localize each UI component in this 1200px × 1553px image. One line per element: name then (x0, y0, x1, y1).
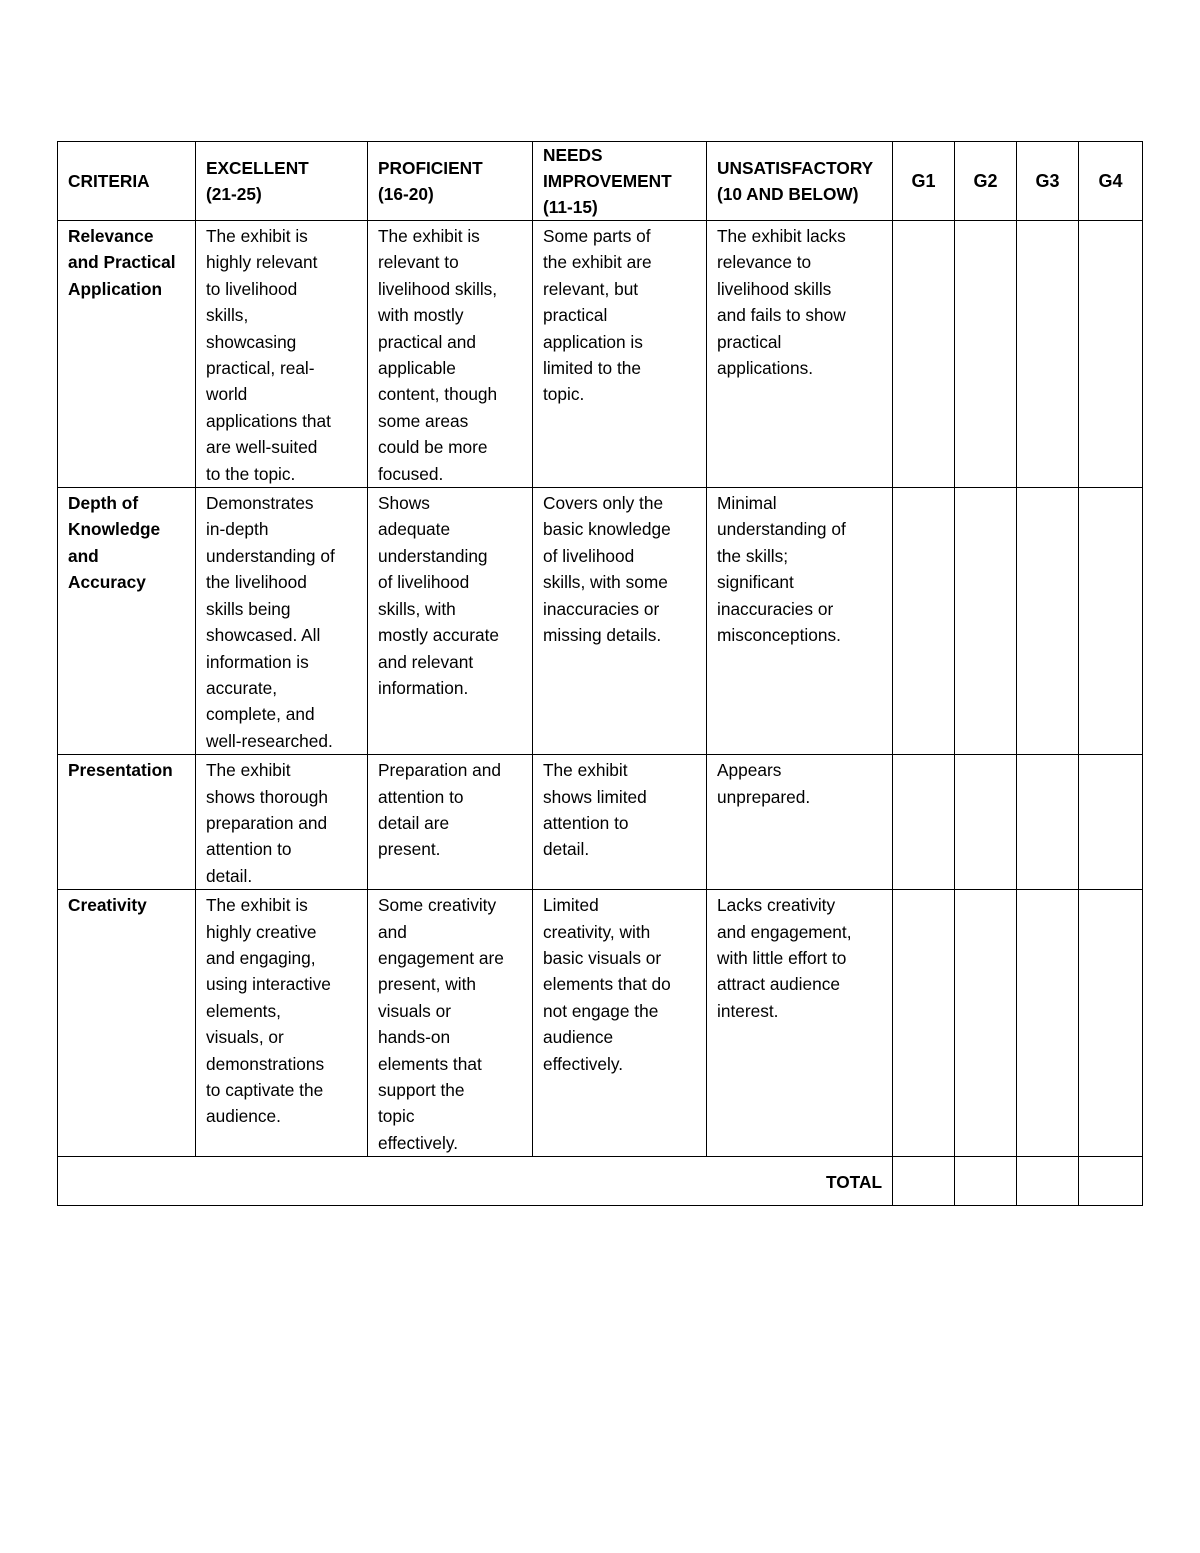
g2-score-cell[interactable] (955, 488, 1017, 755)
text-line: attract audience (717, 974, 840, 995)
text-line: Knowledge (68, 519, 161, 540)
text-line: hands-on (378, 1027, 451, 1048)
g1-score-cell[interactable] (893, 221, 955, 488)
text-line: Lacks creativity (717, 895, 836, 916)
text-line: visuals or (378, 1000, 451, 1021)
g2-score-cell[interactable] (955, 890, 1017, 1157)
text-line: livelihood skills, (378, 278, 498, 299)
text-line: inaccuracies or (543, 598, 660, 619)
header-unsatisfactory (707, 142, 893, 221)
text-line: topic (378, 1106, 415, 1127)
text-line: applications. (717, 358, 814, 379)
text-line: misconceptions. (717, 625, 841, 646)
text-line: of livelihood (378, 572, 470, 593)
text-line: missing details. (543, 625, 662, 646)
text-line: Presentation (68, 760, 173, 781)
text-line: some areas (378, 410, 469, 431)
header-g1: G1 (893, 142, 955, 221)
text-line: and engagement, (717, 921, 852, 942)
text-line: and relevant (378, 651, 474, 672)
text-line: understanding (378, 545, 488, 566)
criteria-label (58, 221, 196, 488)
g4-score-cell[interactable] (1079, 890, 1143, 1157)
text-line: Accuracy (68, 572, 146, 593)
text-line: Creativity (68, 895, 147, 916)
header-g2: G2 (955, 142, 1017, 221)
header-criteria: CRITERIA (58, 142, 196, 221)
text-line: mostly accurate (378, 625, 500, 646)
text-line: interest. (717, 1000, 779, 1021)
text-line: attention to (543, 812, 629, 833)
text-line: (11-15) (543, 197, 598, 217)
text-line: attention to (206, 839, 292, 860)
text-line: to livelihood (206, 278, 298, 299)
text-line: effectively. (378, 1132, 459, 1153)
text-line: practical, real- (206, 358, 315, 379)
text-line: not engage the (543, 1000, 659, 1021)
text-line: to captivate the (206, 1080, 324, 1100)
text-line: present, with (378, 974, 476, 995)
proficient-description (368, 488, 533, 755)
text-line: to the topic. (206, 463, 296, 484)
text-line: UNSATISFACTORY (717, 158, 874, 178)
text-line: application is (543, 331, 643, 352)
text-line: topic. (543, 384, 585, 405)
needs-improvement-description (533, 488, 707, 755)
text-line: and Practical (68, 252, 176, 273)
rubric-table (57, 141, 1143, 1206)
criteria-row-relevance (58, 221, 1143, 488)
text-line: The exhibit is (206, 895, 308, 916)
g1-score-cell[interactable] (893, 755, 955, 890)
text-line: basic visuals or (543, 947, 662, 968)
text-line: inaccuracies or (717, 598, 834, 619)
text-line: accurate, (206, 677, 278, 698)
text-line: skills being (206, 598, 291, 619)
text-line: understanding of (206, 545, 335, 566)
g4-score-cell[interactable] (1079, 221, 1143, 488)
text-line: elements that (378, 1053, 482, 1074)
text-line: and engaging, (206, 947, 316, 968)
criteria-label (58, 890, 196, 1157)
text-line: Appears (717, 760, 782, 781)
text-line: audience (543, 1027, 614, 1048)
g3-score-cell[interactable] (1017, 755, 1079, 890)
excellent-description (196, 890, 368, 1157)
text-line: shows limited (543, 786, 647, 807)
text-line: understanding of (717, 519, 846, 540)
text-line: practical (717, 331, 782, 352)
text-line: (16-20) (378, 184, 434, 204)
text-line: elements that do (543, 974, 671, 995)
text-line: relevant to (378, 252, 459, 273)
text-line: are well-suited (206, 437, 318, 458)
text-line: detail are (378, 812, 450, 833)
text-line: The exhibit (206, 760, 291, 781)
unsatisfactory-description (707, 755, 893, 890)
needs-improvement-description (533, 755, 707, 890)
text-line: Minimal (717, 493, 777, 514)
text-line: highly relevant (206, 252, 318, 273)
g2-total-cell[interactable] (955, 1157, 1017, 1206)
text-line: Shows (378, 493, 430, 514)
text-line: adequate (378, 519, 451, 540)
proficient-description (368, 221, 533, 488)
proficient-description (368, 755, 533, 890)
text-line: present. (378, 839, 441, 860)
text-line: Covers only the (543, 493, 664, 514)
text-line: Application (68, 278, 163, 299)
criteria-row-depth-of-knowledge (58, 488, 1143, 755)
g3-score-cell[interactable] (1017, 221, 1079, 488)
text-line: audience. (206, 1106, 281, 1127)
text-line: highly creative (206, 921, 317, 942)
text-line: and (378, 921, 407, 942)
text-line: The exhibit is (378, 226, 480, 246)
header-excellent (196, 142, 368, 221)
text-line: demonstrations (206, 1053, 325, 1074)
g3-score-cell[interactable] (1017, 488, 1079, 755)
unsatisfactory-description (707, 890, 893, 1157)
text-line: focused. (378, 463, 444, 484)
text-line: EXCELLENT (206, 158, 309, 178)
text-line: livelihood skills (717, 278, 832, 299)
text-line: shows thorough (206, 786, 329, 807)
criteria-label (58, 755, 196, 890)
text-line: visuals, or (206, 1027, 284, 1048)
text-line: PROFICIENT (378, 158, 483, 178)
excellent-description (196, 488, 368, 755)
criteria-label (58, 488, 196, 755)
header-g4: G4 (1079, 142, 1143, 221)
text-line: IMPROVEMENT (543, 171, 672, 191)
g4-total-cell[interactable] (1079, 1157, 1143, 1206)
g1-total-cell[interactable] (893, 1157, 955, 1206)
text-line: (10 AND BELOW) (717, 184, 859, 204)
header-row (58, 142, 1143, 221)
text-line: Depth of (68, 493, 139, 514)
text-line: significant (717, 572, 794, 593)
text-line: of livelihood (543, 545, 635, 566)
g2-score-cell[interactable] (955, 221, 1017, 488)
header-proficient (368, 142, 533, 221)
text-line: detail. (543, 839, 590, 860)
text-line: and (68, 545, 99, 566)
text-line: attention to (378, 786, 464, 807)
excellent-description (196, 755, 368, 890)
text-line: basic knowledge (543, 519, 671, 540)
g2-score-cell[interactable] (955, 755, 1017, 890)
text-line: engagement are (378, 947, 504, 968)
text-line: Relevance (68, 226, 154, 246)
text-line: applications that (206, 410, 331, 431)
text-line: could be more (378, 437, 488, 458)
text-line: using interactive (206, 974, 331, 995)
text-line: skills, with some (543, 572, 668, 593)
text-line: The exhibit is (206, 226, 308, 246)
g4-score-cell[interactable] (1079, 755, 1143, 890)
total-label: TOTAL (58, 1157, 893, 1206)
g4-score-cell[interactable] (1079, 488, 1143, 755)
text-line: with mostly (378, 305, 464, 326)
text-line: in-depth (206, 519, 269, 540)
text-line: well-researched. (206, 730, 333, 751)
text-line: the skills; (717, 545, 789, 566)
g3-total-cell[interactable] (1017, 1157, 1079, 1206)
text-line: relevance to (717, 252, 812, 273)
text-line: relevant, but (543, 278, 639, 299)
g3-score-cell[interactable] (1017, 890, 1079, 1157)
text-line: content, though (378, 384, 498, 405)
text-line: showcased. All (206, 625, 321, 646)
text-line: practical (543, 305, 608, 326)
text-line: preparation and (206, 812, 328, 833)
text-line: (21-25) (206, 184, 262, 204)
text-line: world (206, 384, 248, 405)
text-line: elements, (206, 1000, 281, 1021)
unsatisfactory-description (707, 221, 893, 488)
criteria-row-presentation (58, 755, 1143, 890)
total-row (58, 1157, 1143, 1206)
text-line: limited to the (543, 358, 641, 379)
text-line: Limited (543, 895, 599, 916)
text-line: Some creativity (378, 895, 497, 916)
text-line: NEEDS (543, 145, 603, 165)
text-line: the livelihood (206, 572, 307, 593)
text-line: Demonstrates (206, 493, 314, 514)
text-line: effectively. (543, 1053, 624, 1074)
text-line: and fails to show (717, 305, 846, 326)
text-line: The exhibit lacks (717, 226, 846, 246)
text-line: skills, with (378, 598, 456, 619)
text-line: practical and (378, 331, 476, 352)
g1-score-cell[interactable] (893, 890, 955, 1157)
text-line: The exhibit (543, 760, 628, 781)
text-line: skills, (206, 305, 249, 326)
proficient-description (368, 890, 533, 1157)
text-line: creativity, with (543, 921, 651, 942)
text-line: information is (206, 651, 309, 672)
text-line: Preparation and (378, 760, 501, 781)
text-line: unprepared. (717, 786, 811, 807)
header-g3: G3 (1017, 142, 1079, 221)
text-line: showcasing (206, 331, 297, 352)
criteria-row-creativity (58, 890, 1143, 1157)
needs-improvement-description (533, 890, 707, 1157)
excellent-description (196, 221, 368, 488)
text-line: complete, and (206, 704, 315, 725)
text-line: detail. (206, 865, 253, 886)
text-line: support the (378, 1080, 465, 1100)
needs-improvement-description (533, 221, 707, 488)
text-line: information. (378, 677, 469, 698)
text-line: applicable (378, 358, 456, 379)
unsatisfactory-description (707, 488, 893, 755)
text-line: the exhibit are (543, 252, 652, 273)
text-line: with little effort to (717, 947, 847, 968)
g1-score-cell[interactable] (893, 488, 955, 755)
header-needs-improvement (533, 142, 707, 221)
text-line: Some parts of (543, 226, 651, 246)
